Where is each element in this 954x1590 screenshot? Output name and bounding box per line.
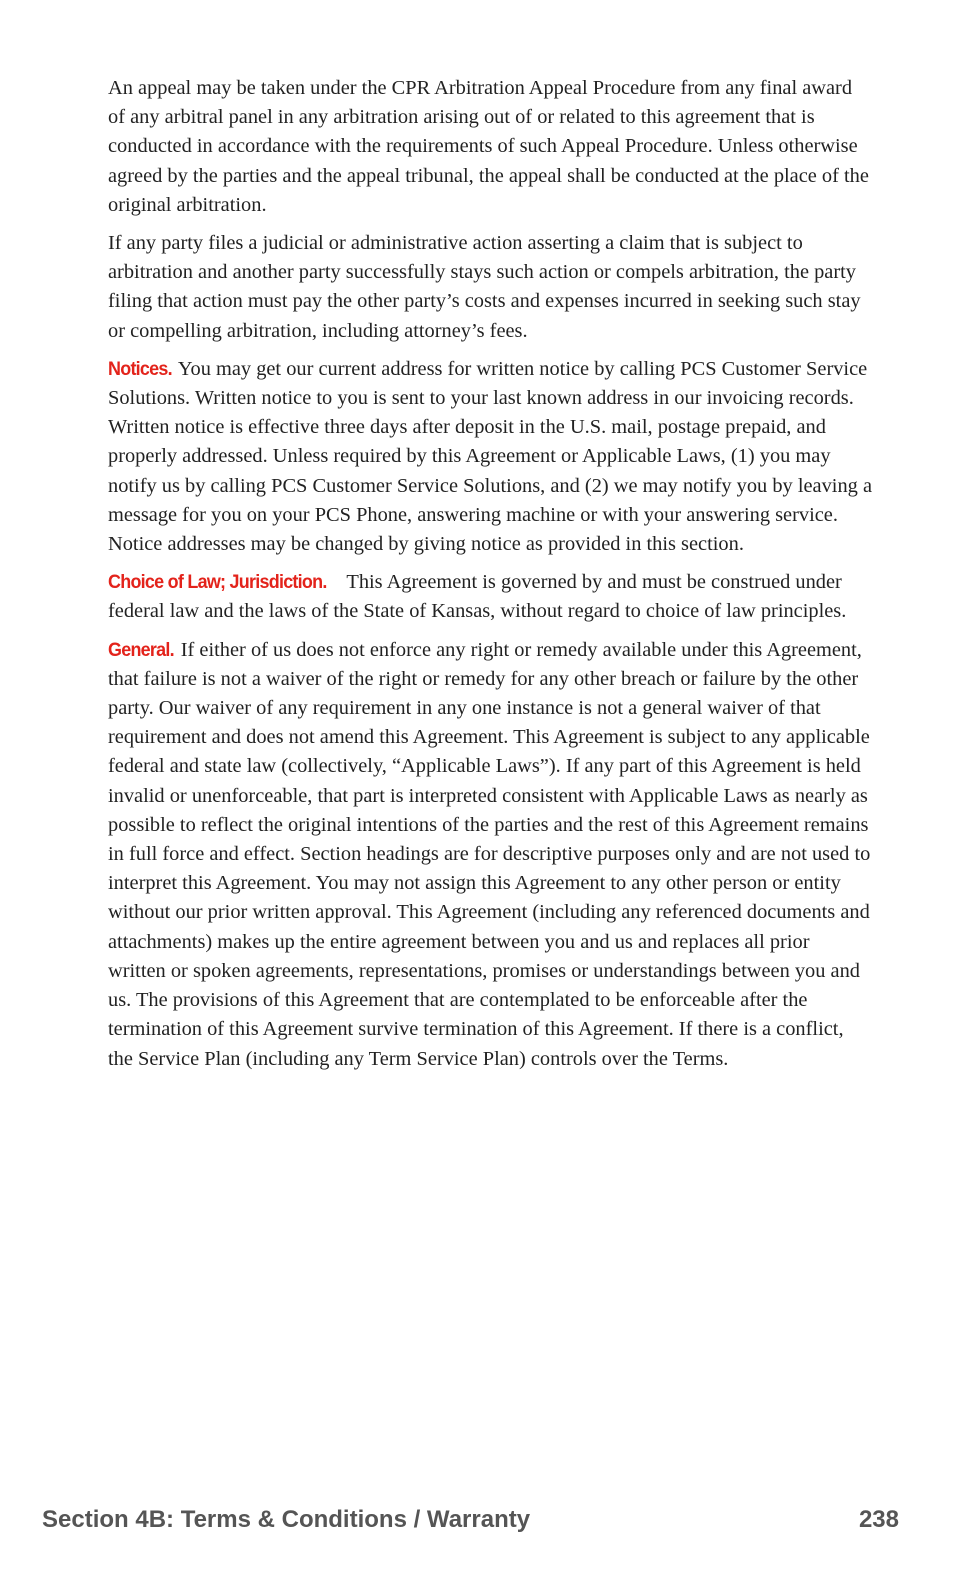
section-heading-choice-of-law: Choice of Law; Jurisdiction. xyxy=(108,571,327,594)
section-heading-notices: Notices. xyxy=(108,357,172,380)
paragraph-general xyxy=(108,636,872,1074)
paragraph-notices xyxy=(108,355,872,559)
page-number: 238 xyxy=(858,1506,899,1533)
section-heading-general: General. xyxy=(108,638,174,661)
paragraph-text: An appeal may be taken under the CPR Arbitration Appeal Procedure from any final award of any arbitral panel in any arbitration arising out of or related to this agreement that is conducted in accordance with the requirements of such Appeal Procedure. Unless otherwise agreed by the parties and the appeal tribunal, the appeal shall be conducted at the place of the original arbitration. xyxy=(108,77,869,216)
paragraph-appeal xyxy=(108,74,872,220)
paragraph-choice-of-law xyxy=(108,568,872,626)
paragraph-text: If either of us does not enforce any right or remedy available under this Agreement, that failure is not a waiver of the right or remedy for any other breach or failure by the other party. Our waiver of any requirement in any one instance is not a general waiver of that requirement and does not amend this Agreement. This Agreement is subject to any applicable federal and state law (collectively, “Applicable Laws”). If any part of this Agreement is held invalid or unenforceable, that part is interpreted consistent with Applicable Laws as nearly as possible to reflect the original intentions of the parties and the rest of this Agreement remains in full force and effect. Section headings are for descriptive purposes only and are not used to interpret this Agreement. You may not assign this Agreement to any other person or entity without our prior written approval. This Agreement (including any referenced documents and attachments) makes up the entire agreement between you and us and replaces all prior written or spoken agreements, representations, promises or understandings between you and us. The provisions of this Agreement that are contemplated to be enforceable after the termination of this Agreement survive termination of this Agreement. If there is a conflict, the Service Plan (including any Term Service Plan) controls over the Terms. xyxy=(108,638,871,1070)
paragraph-text: You may get our current address for written notice by calling PCS Customer Service Solutions. Written notice to you is sent to your last known address in our invoicing records. Written notice is effective three days after deposit in the U.S. mail, postage prepaid, and properly addressed. Unless required by this Agreement or Applicable Laws, (1) you may notify us by calling PCS Customer Service Solutions, and (2) we may notify you by leaving a message for you on your PCS Phone, answering machine or with your answering service. Notice addresses may be changed by giving notice as provided in this section. xyxy=(108,357,872,556)
paragraph-text: If any party files a judicial or administrative action asserting a claim that is subject to arbitration and another party successfully stays such action or compels arbitration, the party filing that action must pay the other party’s costs and expenses incurred in seeking such stay or compelling arbitration, including attorney’s fees. xyxy=(108,232,861,342)
page-footer xyxy=(42,1502,899,1538)
document-body xyxy=(108,74,872,1083)
paragraph-text: This Agreement is governed by and must be construed under federal law and the laws of the State of Kansas, without regard to choice of law principles. xyxy=(108,571,847,623)
paragraph-judicial-action xyxy=(108,229,872,346)
footer-section-title: Section 4B: Terms & Conditions / Warranty xyxy=(42,1506,531,1533)
